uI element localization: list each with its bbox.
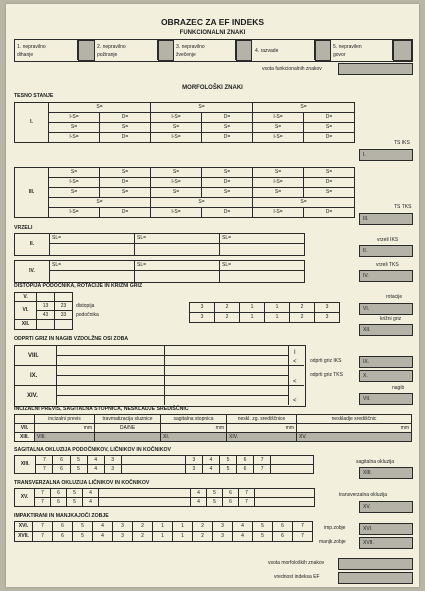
func-input-2[interactable]: [158, 40, 174, 61]
vrzeli-iks-label: vrzeli IKS: [377, 237, 399, 243]
odprti-tks-field[interactable]: X.: [359, 370, 413, 382]
distopija-heading: DISTOPIJA PODOČNIKA, ROTACIJE IN KRIŽNI GRIZ: [14, 283, 143, 289]
transverzalna-field[interactable]: XV.: [359, 501, 413, 513]
func-5-label: 5. nepravilen: [333, 44, 362, 50]
impaktirani-table: XVI. 7 6 5 4 3 2 1 1 2 3 4 5 6 7 XVII. 7 6 5 4 3 2 1 1 2 3 4 5 6 7: [14, 521, 313, 542]
nagib-field[interactable]: VII.: [359, 393, 413, 405]
transverzalna-heading: TRANSVERZALNA OKLUZIJA LIČNIKOV IN KOČNIKOV: [14, 480, 150, 486]
morphological-subtitle: MORFOLOŠKI ZNAKI: [182, 85, 243, 91]
morph-sum-field[interactable]: [338, 558, 413, 570]
vrzeli-table-4: IV. SL= SL= SL=: [14, 260, 305, 283]
vrzeli-tks-field[interactable]: IV.: [359, 270, 413, 282]
manjk-zobje-label: manjk.zobje: [319, 539, 346, 545]
transverzalna-label: transverzalna okluzija: [339, 492, 388, 498]
imp-zobje-field[interactable]: XVI.: [359, 523, 413, 535]
krizni-griz-label: križni griz: [380, 316, 402, 322]
impaktirani-heading: IMPAKTIRANI IN MANJKAJOČI ZOBJE: [14, 513, 109, 519]
incizalni-heading: INCIZALNI PREVIS, SAGITALNA STOPNICA, NESKLADJE SREDIŠČNIC: [14, 406, 189, 412]
func-3-label: 3. nepravilno: [176, 44, 205, 50]
form-title: OBRAZEC ZA EF INDEKS: [160, 17, 265, 27]
sagitalna-table: XIII. 7 6 5 4 3 3 4 5 6 7 7 6 5 4 3 3 4 5 6 7: [14, 455, 314, 474]
manjk-zobje-field[interactable]: XVII.: [359, 537, 413, 549]
func-1-label: 1. nepravilno: [17, 44, 46, 50]
vrzeli-table-2: II. SL= SL= SL=: [14, 233, 305, 256]
vrzeli-tks-label: vrzeli TKS: [376, 262, 399, 268]
vrzeli-iks-field[interactable]: II.: [359, 245, 413, 257]
incizalni-table: incizalni previs travmatizacija sluznice sagitalna stopnica neskl. zg. središčnice neskladje središčnic VII. mm DA/NE mm mm mm XIII. VIII. XI. XIV. XV.: [14, 414, 412, 442]
transverzalna-table: XV. 7 6 5 4 4 5 6 7 7 6 5 4 4 5 6 7: [14, 488, 315, 507]
rotacije-label: rotacije: [386, 294, 403, 300]
ts-iks-label: TS IKS: [394, 140, 410, 146]
func-input-4[interactable]: [315, 40, 331, 61]
imp-zobje-label: imp.zobje: [324, 525, 346, 531]
ef-value-label: vrednost indeksa EF: [274, 574, 320, 580]
odprti-iks-label: odprti griz IKS: [310, 358, 342, 364]
ts-iks-field[interactable]: I.: [359, 149, 413, 161]
ts-tks-field[interactable]: III.: [359, 213, 413, 225]
morph-sum-label: vsota morfoloških znakov: [268, 560, 325, 566]
functional-sum-field[interactable]: [338, 63, 413, 75]
func-input-5[interactable]: [393, 40, 412, 61]
krizni-griz-field[interactable]: XII.: [359, 324, 413, 336]
func-4-label: 4. razvade: [255, 48, 279, 54]
rotacije-field[interactable]: VI.: [359, 303, 413, 315]
sagitalna-field[interactable]: XIII.: [359, 467, 413, 479]
func-2-label: 2. nepravilno: [97, 44, 126, 50]
tesno-heading: TESNO STANJE: [14, 93, 54, 99]
ef-value-field[interactable]: [338, 572, 413, 584]
sagitalna-label: sagitalna okluzija: [356, 459, 395, 465]
tesno-table-3: III. S= S= S= S= S= S= I-S= D= I-S= D= I-S= D= S= S= S= S= S= S= S= S= S= I-S= D= I-S= D= I-S= D=: [14, 167, 355, 218]
rotacije-table: 3 2 1 1 2 3 3 2 1 1 2 3: [189, 302, 340, 323]
nagib-label: nagib: [392, 385, 405, 391]
odprti-iks-field[interactable]: IX.: [359, 356, 413, 368]
functional-table: [14, 39, 413, 62]
distopija-table: V. VI. 13 23 distopija 43 33 podočnika XII.: [14, 292, 125, 330]
functional-sum-label: vsota funkcionalnih znakov: [262, 66, 322, 72]
ts-tks-label: TS TKS: [394, 204, 412, 210]
vrzeli-heading: VRZELI: [14, 225, 33, 231]
func-input-3[interactable]: [236, 40, 252, 61]
func-input-1[interactable]: [78, 40, 95, 61]
sagitalna-heading: SAGITALNA OKLUZIJA PODOČNIKOV, LIČNIKOV IN KOČNIKOV: [14, 447, 171, 453]
functional-subtitle: FUNKCIONALNI ZNAKI: [179, 30, 246, 36]
odprti-tks-label: odprti griz TKS: [310, 372, 343, 378]
odprti-heading: ODPRTI GRIZ IN NAGIB VZDOLŽNE OSI ZOBA: [14, 336, 129, 342]
tesno-table-1: I. S= S= S= I-S= D= I-S= D= I-S= D= S= S= S= S= S= S= I-S= D= I-S= D= I-S= D=: [14, 102, 355, 143]
form-sheet: OBRAZEC ZA EF INDEKS FUNKCIONALNI ZNAKI 1. nepravilno dihanje 2. nepravilno požiranje 3. nepravilno žvečenje 4. razvade 5. nepravilen govor vsota funkcionalnih znakov MORFOLOŠKI ZNAKI TESNO STANJE I. S= S= S= I-S= D= I-S= D= I-S= D= S= S= S= S= S= S= I-S= D= I-S= D= I-S= D= TS IKS I. III. S= S= S= S= S= S= I-S= D= I-S= D= I-S= D= S= S= S= S= S= S= S= S= S= I-S= D= I-S= D= I-S= D= TS TKS III. VRZELI II. SL= SL= SL= vrzeli IKS II. IV. SL= SL= SL= vrzeli TKS IV. DISTOPIJA PODOČNIKA, ROTACIJE IN KRIŽNI GRIZ V. VI. 13 23 distopija 43 33 podočnika XII. 3 2 1 1 2 3 3 2 1 1 2 3 rotacije VI. križni griz XII. ODPRTI GRIZ IN NAGIB VZDOLŽNE OSI ZOBA VIII. IX. XIV. I < < < odprti griz IKS IX. odprti griz TKS X. nagib VII. INCIZALNI PREVIS, SAGITALNA STOPNICA, NESKLADJE SREDIŠČNIC incizalni previs travmatizacija sluznice sagitalna stopnica neskl. zg. središčnice neskladje središčnic VII. mm DA/NE mm mm mm XIII. VIII. XI. XIV. XV. SAGITALNA OKLUZIJA PODOČNIKOV, LIČNIKOV IN KOČNIKOV XIII. 7 6 5 4 3 3 4 5 6 7 7 6 5 4 3 3 4 5 6 7 sagitalna okluzija XIII. TRANSVERZALNA OKLUZIJA LIČNIKOV IN KOČNIKOV XV. 7 6 5 4 4 5 6 7 7 6 5 4 4 5 6 7 transverzalna okluzija XV. IMPAKTIRANI IN MANJKAJOČI ZOBJE XVI. 7 6 5 4 3 2 1 1 2 3 4 5 6 7 XVII. 7 6 5 4 3 2 1 1 2 3 4 5 6 7 imp.zobje XVI. manjk.zobje XVII. vsota morfoloških znakov vrednost indeksa EF: [6, 4, 419, 587]
